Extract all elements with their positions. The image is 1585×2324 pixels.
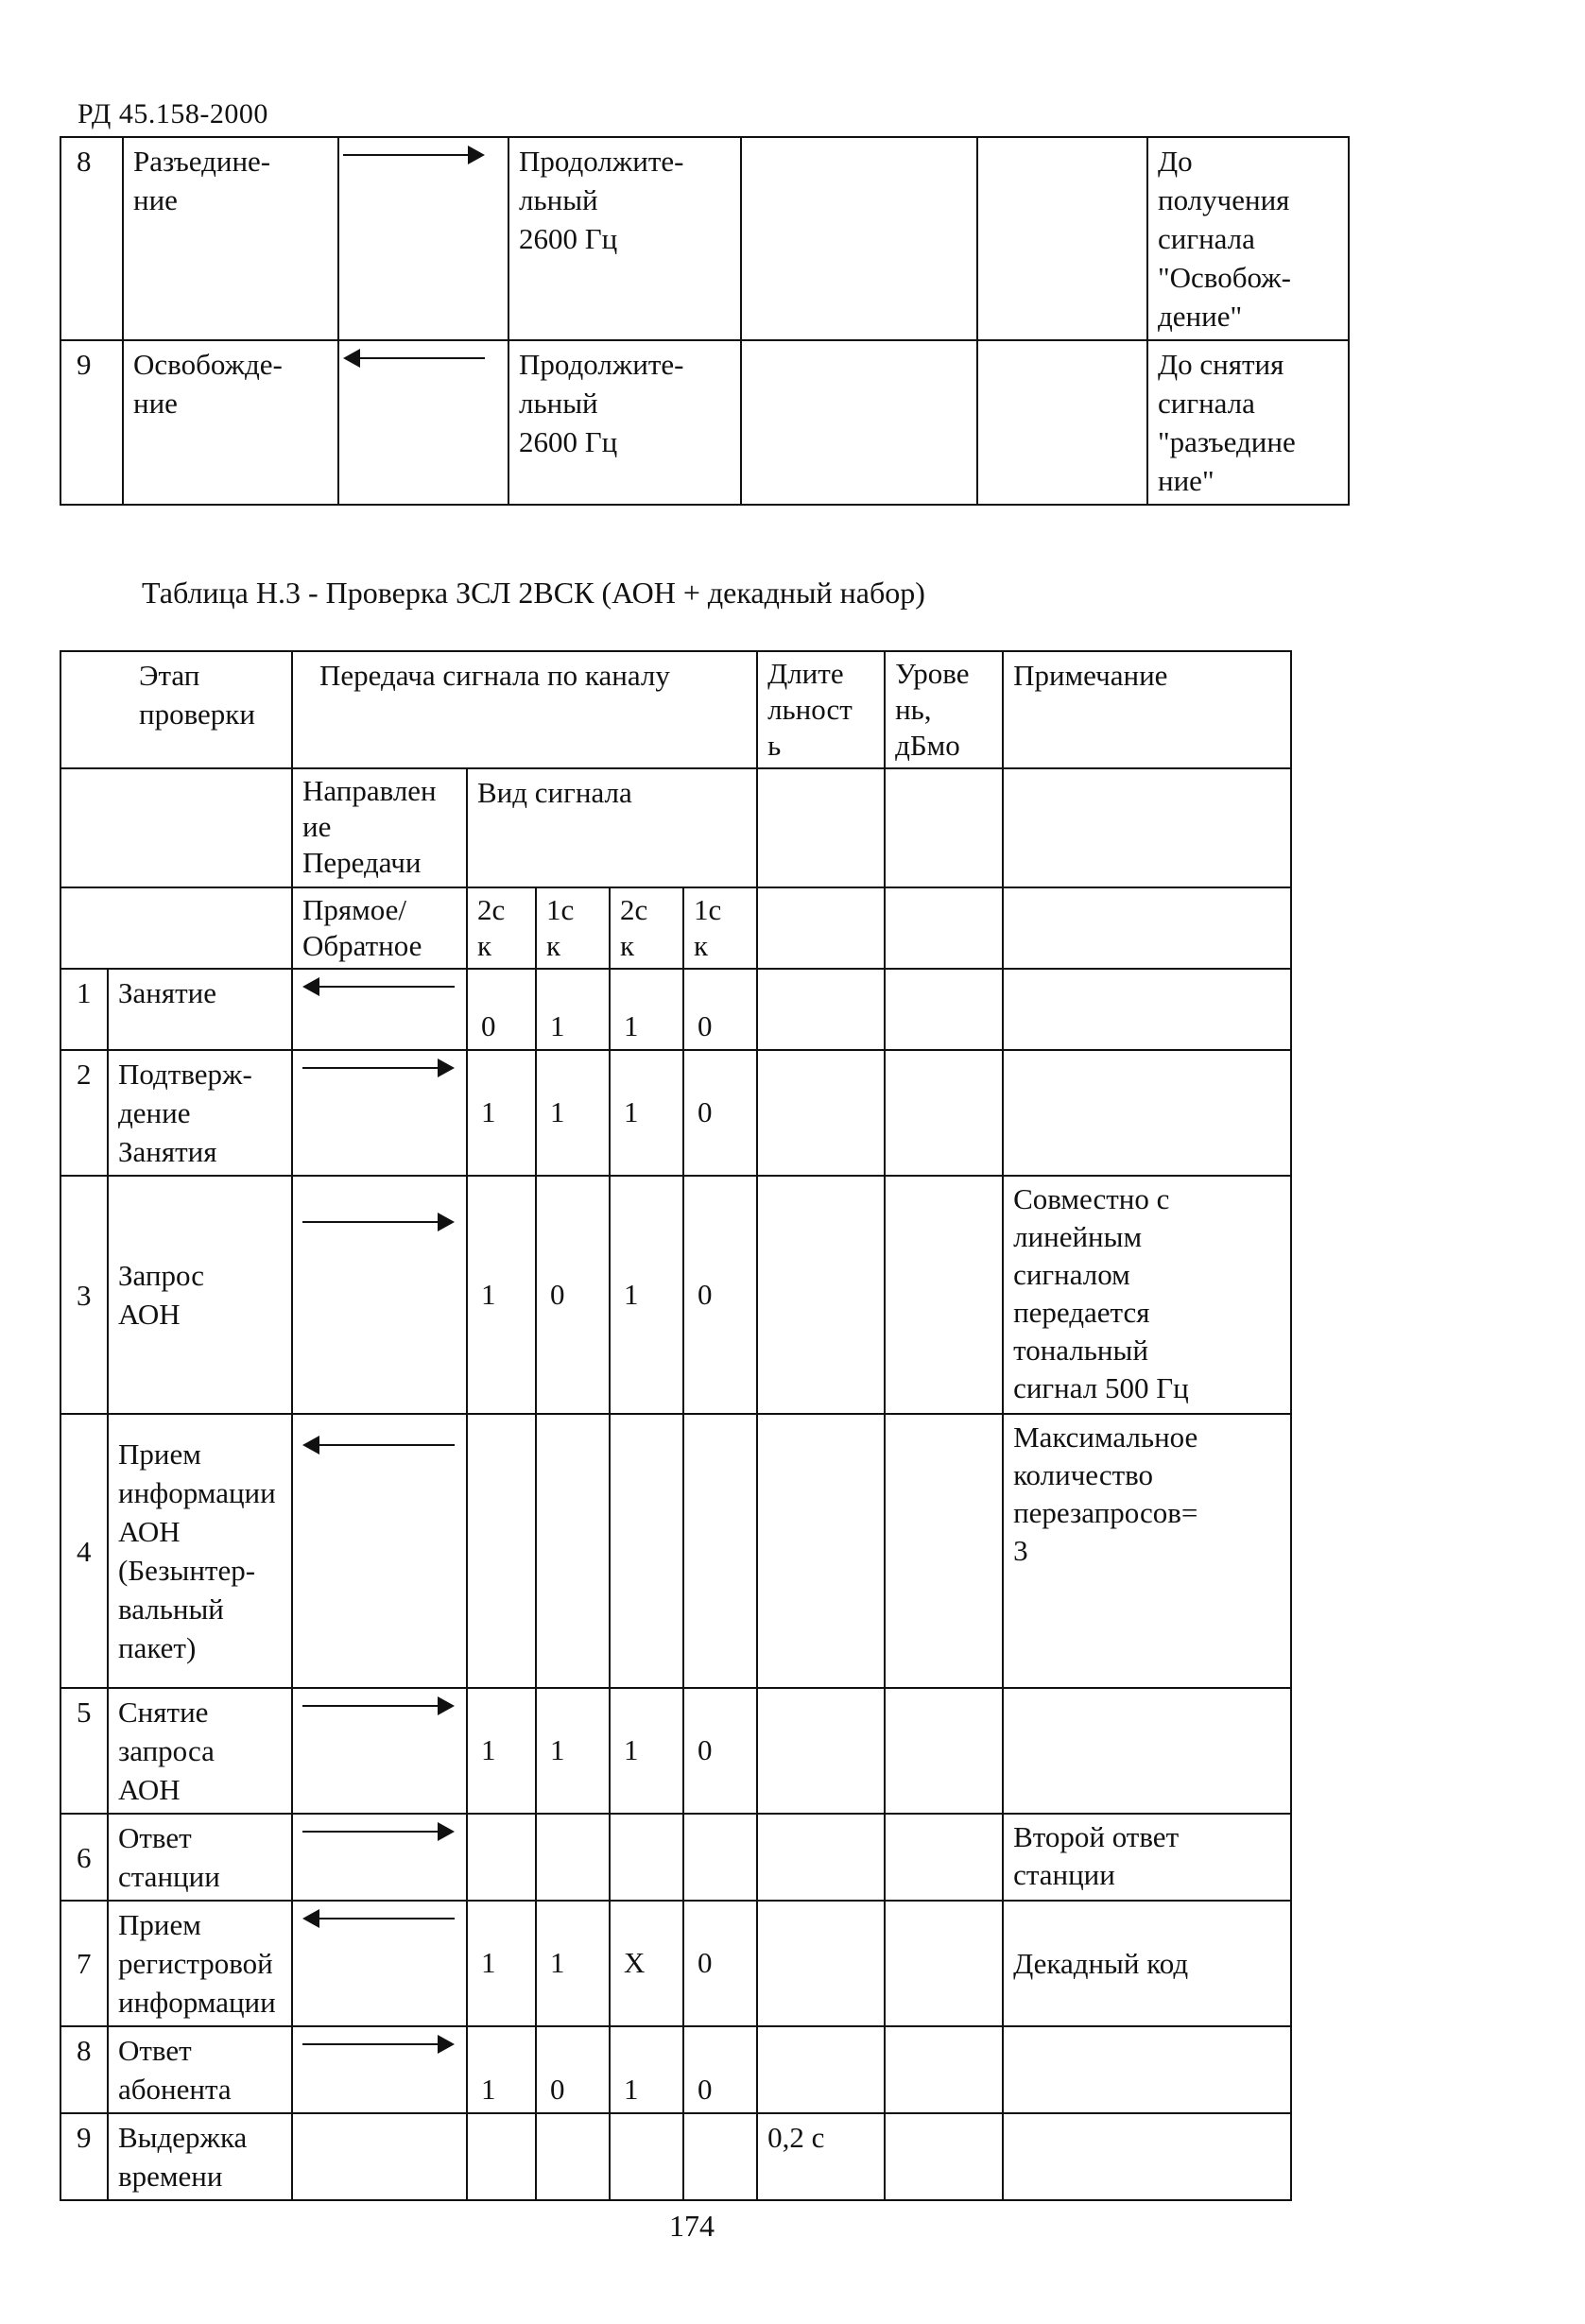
row-signal: Продолжите- льный 2600 Гц <box>508 137 741 340</box>
row-duration <box>757 969 885 1050</box>
row-note <box>1003 1050 1291 1176</box>
row-note: Декадный код <box>1003 1901 1291 2026</box>
signal-value: 0 <box>536 1176 610 1414</box>
table-row <box>60 340 1349 505</box>
signal-value: 0 <box>683 1901 757 2026</box>
row-direction <box>292 1050 467 1176</box>
page-number: 174 <box>669 2209 715 2243</box>
signal-value: 0 <box>467 969 536 1050</box>
document-code: РД 45.158-2000 <box>78 98 268 129</box>
signal-value: 1 <box>610 1688 683 1814</box>
header-row-3 <box>60 887 1291 969</box>
row-duration <box>757 1176 885 1414</box>
signal-value: 0 <box>536 2026 610 2113</box>
header-signal-type: Вид сигнала <box>467 768 757 887</box>
row-stage: Разъедине- ние <box>123 137 338 340</box>
row-note: Совместно с линейным сигналом передается тональный сигнал 500 Гц <box>1003 1176 1291 1414</box>
table-row <box>60 1814 1291 1901</box>
signal-value: 1 <box>536 1050 610 1176</box>
row-level <box>885 2026 1003 2113</box>
signal-value: 1 <box>467 1176 536 1414</box>
row-level <box>885 969 1003 1050</box>
signal-value: 1 <box>467 1901 536 2026</box>
table-row <box>60 1414 1291 1688</box>
signal-value: 1 <box>610 1176 683 1414</box>
signal-value: 1 <box>536 1901 610 2026</box>
right-arrow-icon <box>302 1213 455 1231</box>
row-number: 4 <box>60 1414 108 1688</box>
row-direction <box>292 1688 467 1814</box>
row-direction <box>338 340 508 505</box>
signal-value <box>467 2113 536 2200</box>
row-stage: Выдержка времени <box>108 2113 292 2200</box>
left-arrow-icon <box>302 1436 455 1455</box>
row-number: 8 <box>60 2026 108 2113</box>
signal-value <box>536 1814 610 1901</box>
header-sub-4: 1с к <box>683 887 757 969</box>
row-number: 8 <box>60 137 123 340</box>
table-row <box>60 1050 1291 1176</box>
signal-value: 1 <box>610 1050 683 1176</box>
signal-value <box>610 1814 683 1901</box>
table-h3 <box>60 650 1292 2201</box>
row-duration: 0,2 с <box>757 2113 885 2200</box>
right-arrow-icon <box>343 146 485 164</box>
row-level <box>885 1688 1003 1814</box>
row-duration <box>757 1050 885 1176</box>
row-stage: Запрос АОН <box>108 1176 292 1414</box>
header-duration: Длите льност ь <box>757 651 885 768</box>
signal-value: 0 <box>683 969 757 1050</box>
row-note: До снятия сигнала "разъедине ние" <box>1147 340 1349 505</box>
signal-value: 1 <box>467 2026 536 2113</box>
row-stage: Ответ станции <box>108 1814 292 1901</box>
table-row <box>60 137 1349 340</box>
row-stage: Снятие запроса АОН <box>108 1688 292 1814</box>
left-arrow-icon <box>302 977 455 996</box>
left-arrow-icon <box>302 1909 455 1928</box>
table-row <box>60 1688 1291 1814</box>
row-level <box>885 1814 1003 1901</box>
signal-value <box>536 2113 610 2200</box>
signal-value <box>467 1414 536 1688</box>
right-arrow-icon <box>302 1696 455 1715</box>
signal-value: 1 <box>536 969 610 1050</box>
header-level: Урове нь, дБмо <box>885 651 1003 768</box>
row-direction <box>338 137 508 340</box>
row-note <box>1003 969 1291 1050</box>
right-arrow-icon <box>302 1822 455 1841</box>
row-signal: Продолжите- льный 2600 Гц <box>508 340 741 505</box>
row-duration <box>757 1688 885 1814</box>
left-arrow-icon <box>343 349 485 368</box>
row-number: 7 <box>60 1901 108 2026</box>
row-stage: Прием информации АОН (Безынтер- вальный пакет) <box>108 1414 292 1688</box>
signal-value <box>536 1414 610 1688</box>
row-duration <box>757 1901 885 2026</box>
row-level <box>885 1050 1003 1176</box>
row-direction <box>292 1176 467 1414</box>
row-direction <box>292 2113 467 2200</box>
row-number: 5 <box>60 1688 108 1814</box>
table-row <box>60 1176 1291 1414</box>
header-note: Примечание <box>1003 651 1291 768</box>
signal-value: 0 <box>683 1176 757 1414</box>
header-sub-2: 1с к <box>536 887 610 969</box>
signal-value: 1 <box>467 1050 536 1176</box>
signal-value <box>610 1414 683 1688</box>
row-number: 2 <box>60 1050 108 1176</box>
signal-value <box>467 1814 536 1901</box>
signal-value <box>610 2113 683 2200</box>
row-direction <box>292 2026 467 2113</box>
header-sub-1: 2с к <box>467 887 536 969</box>
row-stage: Подтверж- дение Занятия <box>108 1050 292 1176</box>
row-duration <box>757 2026 885 2113</box>
signal-value: 0 <box>683 1050 757 1176</box>
row-note: Второй ответ станции <box>1003 1814 1291 1901</box>
signal-value: Х <box>610 1901 683 2026</box>
right-arrow-icon <box>302 1059 455 1077</box>
row-direction <box>292 1901 467 2026</box>
row-number: 3 <box>60 1176 108 1414</box>
row-note <box>1003 1688 1291 1814</box>
row-note <box>1003 2113 1291 2200</box>
table-row <box>60 2113 1291 2200</box>
header-direction: Направлен ие Передачи <box>292 768 467 887</box>
row-note <box>1003 2026 1291 2113</box>
signal-value: 1 <box>536 1688 610 1814</box>
row-duration <box>757 1414 885 1688</box>
signal-value: 0 <box>683 1688 757 1814</box>
previous-table-continuation <box>60 136 1350 506</box>
row-level <box>885 1901 1003 2026</box>
row-stage: Освобожде- ние <box>123 340 338 505</box>
table-row <box>60 1901 1291 2026</box>
header-row-2 <box>60 768 1291 887</box>
row-duration <box>757 1814 885 1901</box>
signal-value: 0 <box>683 2026 757 2113</box>
signal-value: 1 <box>467 1688 536 1814</box>
header-transmission: Передача сигнала по каналу <box>292 651 757 768</box>
signal-value: 1 <box>610 969 683 1050</box>
row-stage: Занятие <box>108 969 292 1050</box>
row-level <box>885 2113 1003 2200</box>
header-sub-3: 2с к <box>610 887 683 969</box>
row-number: 1 <box>60 969 108 1050</box>
signal-value <box>683 1414 757 1688</box>
row-level <box>885 1176 1003 1414</box>
table-caption: Таблица Н.3 - Проверка ЗСЛ 2ВСК (АОН + декадный набор) <box>142 576 925 610</box>
signal-value <box>683 2113 757 2200</box>
row-number: 9 <box>60 2113 108 2200</box>
row-number: 9 <box>60 340 123 505</box>
right-arrow-icon <box>302 2035 455 2054</box>
row-stage: Ответ абонента <box>108 2026 292 2113</box>
row-number: 6 <box>60 1814 108 1901</box>
row-direction <box>292 1414 467 1688</box>
table-row <box>60 969 1291 1050</box>
row-note: До получения сигнала "Освобож- дение" <box>1147 137 1349 340</box>
row-stage: Прием регистровой информации <box>108 1901 292 2026</box>
header-forward-backward: Прямое/ Обратное <box>292 887 467 969</box>
row-direction <box>292 1814 467 1901</box>
table-row <box>60 2026 1291 2113</box>
row-note: Максимальное количество перезапросов= 3 <box>1003 1414 1291 1688</box>
row-direction <box>292 969 467 1050</box>
signal-value <box>683 1814 757 1901</box>
signal-value: 1 <box>610 2026 683 2113</box>
header-stage: Этап проверки <box>60 651 292 768</box>
header-row-1 <box>60 651 1291 768</box>
row-level <box>885 1414 1003 1688</box>
